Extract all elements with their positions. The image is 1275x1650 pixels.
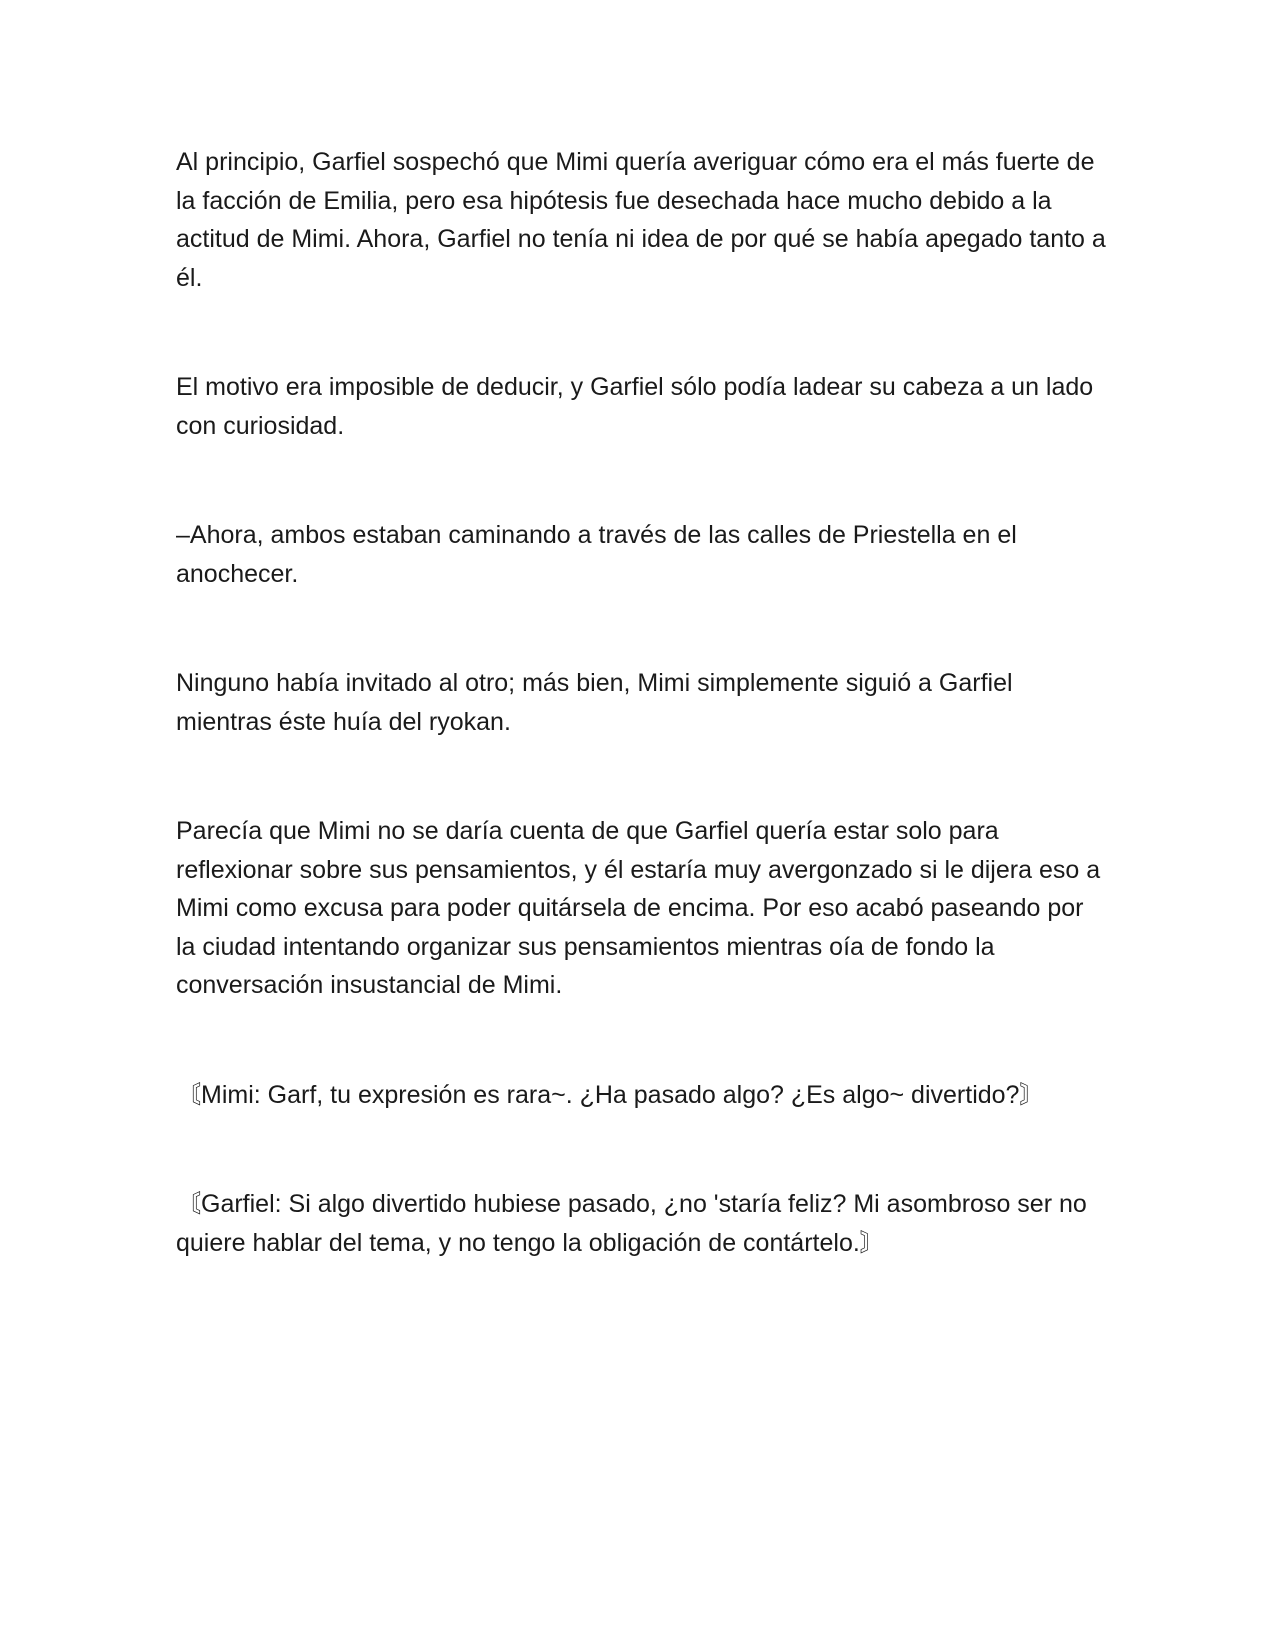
paragraph-spacer [176,297,1106,368]
paragraph-spacer [176,741,1106,812]
paragraph-3: –Ahora, ambos estaban caminando a través de las calles de Priestella en el anochecer. [176,521,1024,588]
paragraph-spacer [176,593,1106,664]
paragraph-spacer [176,445,1106,516]
document-body [176,143,1113,1262]
paragraph-spacer [176,1005,1106,1076]
dialogue-mimi: 〘Mimi: Garf, tu expresión es rara~. ¿Ha pasado algo? ¿Es algo~ divertido?〙 [176,1080,1045,1109]
paragraph-1: Al principio, Garfiel sospechó que Mimi quería averiguar cómo era el más fuerte de la facción de Emilia, pero esa hipótesis fue desechada hace mucho debido a la actitud de Mimi. Ahora, Garfiel no tenía ni idea de por qué se había apegado tanto a él. [176,148,1113,292]
dialogue-garfiel: 〘Garfiel: Si algo divertido hubiese pasado, ¿no 'staría feliz? Mi asombroso ser no quiere hablar del tema, y no tengo la obligación de contártelo.〙 [176,1190,1094,1257]
paragraph-4: Ninguno había invitado al otro; más bien, Mimi simplemente siguió a Garfiel mientras éste huía del ryokan. [176,669,1020,736]
paragraph-spacer [176,1114,1106,1185]
paragraph-5: Parecía que Mimi no se daría cuenta de que Garfiel quería estar solo para reflexionar sobre sus pensamientos, y él estaría muy avergonzado si le dijera eso a Mimi como excusa para poder quitársela de encima. Por eso acabó paseando por la ciudad intentando organizar sus pensamientos mientras oía de fondo la conversación insustancial de Mimi. [176,817,1108,999]
paragraph-2: El motivo era imposible de deducir, y Garfiel sólo podía ladear su cabeza a un lado con curiosidad. [176,373,1101,440]
